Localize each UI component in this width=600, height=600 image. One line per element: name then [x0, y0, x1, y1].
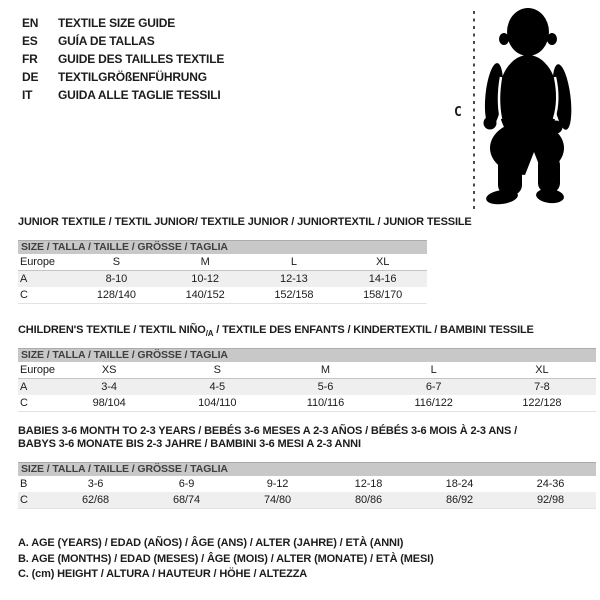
- section-title-segment: BABYS 3-6 MONATE BIS 2-3 JAHRE / BAMBINI 3-6 MESI A 2-3 ANNI: [18, 438, 361, 450]
- size-table: [18, 476, 596, 509]
- size-cell: XL: [338, 254, 427, 271]
- size-cell: 116/122: [380, 395, 488, 412]
- size-cell: 14-16: [338, 271, 427, 288]
- section-title: [18, 216, 472, 229]
- size-cell: 12-13: [250, 271, 339, 288]
- table-row: [18, 379, 596, 396]
- size-cell: M: [161, 254, 250, 271]
- size-cell: M: [271, 362, 379, 379]
- size-cell: 3-6: [87, 478, 104, 490]
- language-row: [22, 14, 224, 32]
- footnote: C. (cm) HEIGHT / ALTURA / HAUTEUR / HÖHE / ALTEZZA: [18, 568, 308, 580]
- section-title: [18, 425, 596, 451]
- size-table: [18, 362, 596, 412]
- row-label: A: [18, 379, 55, 396]
- size-cell: L: [250, 254, 339, 271]
- size-cell: 74/80: [232, 492, 323, 509]
- section-title-segment: JUNIOR TEXTILE / TEXTIL JUNIOR/ TEXTILE JUNIOR / JUNIORTEXTIL / JUNIOR TESSILE: [18, 216, 472, 228]
- row-label: C: [18, 287, 72, 304]
- language-label: TEXTILGRÖßENFÜHRUNG: [58, 70, 207, 84]
- size-cell: XS: [55, 362, 163, 379]
- size-cell: 8-10: [72, 271, 161, 288]
- language-code: ES: [22, 34, 38, 48]
- size-cell: 9-12: [266, 478, 289, 490]
- table-row: [18, 395, 596, 412]
- size-cell: 62/68: [50, 492, 141, 509]
- footnote: B. AGE (MONTHS) / EDAD (MESES) / ÂGE (MOIS) / ALTER (MONATE) / ETÀ (MESI): [18, 552, 434, 565]
- language-row: [22, 68, 224, 86]
- language-row: [22, 32, 224, 50]
- row-label: C: [18, 492, 50, 509]
- size-cell: 18-24: [445, 478, 474, 490]
- row-label: B: [20, 478, 28, 490]
- table-row: [18, 254, 427, 271]
- language-label: GUIDA ALLE TAGLIE TESSILI: [58, 88, 221, 102]
- row-label: Europe: [18, 362, 55, 379]
- toddler-silhouette: [482, 8, 574, 206]
- section-babies-textile: [18, 425, 596, 509]
- size-cell: 3-4: [55, 379, 163, 396]
- size-header-bar: SIZE / TALLA / TAILLE / GRÖSSE / TAGLIA: [18, 348, 596, 362]
- size-cell: XL: [488, 362, 596, 379]
- size-cell: 4-5: [163, 379, 271, 396]
- size-table: [18, 254, 427, 304]
- height-marker-label: C: [454, 105, 462, 120]
- language-label: TEXTILE SIZE GUIDE: [58, 16, 176, 30]
- size-cell: 24-36: [536, 478, 565, 490]
- table-row: [18, 492, 596, 509]
- section-title-segment: /A: [205, 329, 214, 339]
- size-cell: 110/116: [271, 395, 379, 412]
- section-junior-textile: [18, 216, 472, 304]
- size-cell: 6-7: [380, 379, 488, 396]
- size-cell: 122/128: [488, 395, 596, 412]
- size-cell: 10-12: [161, 271, 250, 288]
- size-cell: 98/104: [55, 395, 163, 412]
- row-label: C: [18, 395, 55, 412]
- language-label: GUÍA DE TALLAS: [58, 34, 155, 48]
- section-title: [18, 324, 596, 337]
- table-row: [18, 476, 596, 492]
- size-header-bar: SIZE / TALLA / TAILLE / GRÖSSE / TAGLIA: [18, 240, 427, 254]
- table-row: [18, 362, 596, 379]
- size-cell: 5-6: [271, 379, 379, 396]
- language-code: IT: [22, 88, 33, 102]
- section-title-segment: CHILDREN'S TEXTILE / TEXTIL NIÑO: [18, 324, 206, 336]
- language-code: FR: [22, 52, 38, 66]
- size-cell: 80/86: [323, 492, 414, 509]
- footnotes: [18, 536, 434, 583]
- section-childrens-textile: [18, 324, 596, 412]
- size-cell: 86/92: [414, 492, 505, 509]
- size-figure: [450, 5, 598, 217]
- language-row: [22, 86, 224, 104]
- language-list: [22, 14, 224, 104]
- size-cell: 128/140: [72, 287, 161, 304]
- size-cell: S: [163, 362, 271, 379]
- size-cell: L: [380, 362, 488, 379]
- size-cell: 104/110: [163, 395, 271, 412]
- table-row: [18, 271, 427, 288]
- size-cell: S: [72, 254, 161, 271]
- size-header-bar: SIZE / TALLA / TAILLE / GRÖSSE / TAGLIA: [18, 462, 596, 476]
- size-cell: 7-8: [488, 379, 596, 396]
- section-title-segment: BABIES 3-6 MONTH TO 2-3 YEARS / BEBÉS 3-6 MESES A 2-3 AÑOS / BÉBÉS 3-6 MOIS À 2-3 ANS /: [18, 425, 517, 437]
- language-code: EN: [22, 16, 39, 30]
- size-cell: 152/158: [250, 287, 339, 304]
- language-code: DE: [22, 70, 39, 84]
- row-label: Europe: [18, 254, 72, 271]
- toddler-silhouette-icon: [470, 5, 595, 215]
- language-label: GUIDE DES TAILLES TEXTILE: [58, 52, 225, 66]
- size-cell: 68/74: [141, 492, 232, 509]
- language-row: [22, 50, 224, 68]
- section-title-segment: / TEXTILE DES ENFANTS / KINDERTEXTIL / BAMBINI TESSILE: [213, 324, 534, 336]
- table-row: [18, 287, 427, 304]
- size-cell: 158/170: [338, 287, 427, 304]
- size-cell: 140/152: [161, 287, 250, 304]
- size-cell: 12-18: [354, 478, 383, 490]
- size-cell: 6-9: [178, 478, 195, 490]
- row-label: A: [18, 271, 72, 288]
- footnote: A. AGE (YEARS) / EDAD (AÑOS) / ÂGE (ANS) / ALTER (JAHRE) / ETÀ (ANNI): [18, 537, 404, 549]
- size-cell: 92/98: [505, 492, 596, 509]
